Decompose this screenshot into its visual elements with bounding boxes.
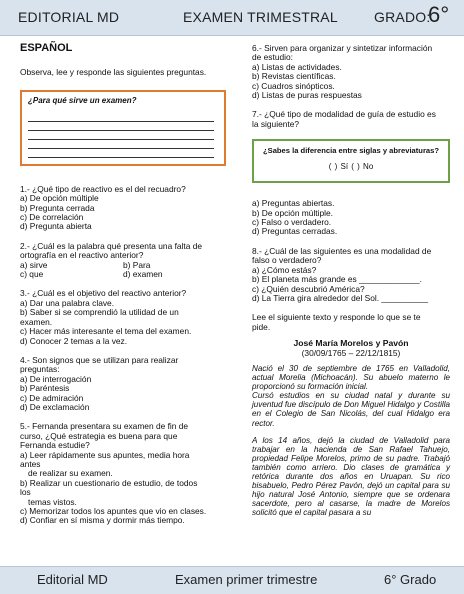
question-1 bbox=[20, 185, 226, 232]
q3-option-b-cont: examen. bbox=[20, 316, 53, 327]
q3-option-b[interactable]: b) Saber si se comprendió la utilidad de un bbox=[20, 307, 179, 318]
q1-stem: 1.- ¿Qué tipo de reactivo es el del recuadro? bbox=[20, 183, 186, 194]
footer-grade: 6° Grado bbox=[384, 572, 437, 587]
q2-option-b[interactable]: b) Para bbox=[123, 259, 151, 270]
q4-option-a[interactable]: a) De interrogación bbox=[20, 373, 92, 384]
q2-stem: ortografía en el reactivo anterior? bbox=[20, 250, 144, 261]
q5-option-a[interactable]: a) Leer rápidamente sus apuntes, media hora bbox=[20, 449, 190, 460]
q6-option-b[interactable]: b) Revistas científicas. bbox=[252, 71, 336, 82]
siglas-options[interactable]: ( ) Sí ( ) No bbox=[328, 161, 374, 171]
q6-stem: de estudio: bbox=[252, 52, 293, 63]
grade-label: GRADO: bbox=[374, 9, 431, 25]
answer-line[interactable] bbox=[28, 122, 214, 131]
q5-stem: curso, ¿Qué estrategia es buena para que bbox=[20, 430, 178, 441]
q5-option-b[interactable]: b) Realizar un cuestionario de estudio, de todos bbox=[20, 477, 198, 488]
question-7 bbox=[252, 110, 450, 236]
q4-option-b[interactable]: b) Paréntesis bbox=[20, 383, 70, 394]
q7-option-b[interactable]: b) De opción múltiple. bbox=[252, 207, 333, 218]
right-column bbox=[252, 43, 450, 518]
publisher-title: EDITORIAL MD bbox=[18, 9, 120, 25]
bio-dates: (30/09/1765 – 22/12/1815) bbox=[301, 347, 401, 358]
box-question: ¿Para qué sirve un examen? bbox=[28, 95, 137, 105]
left-column bbox=[20, 44, 226, 526]
q1-option-c[interactable]: c) De correlación bbox=[20, 212, 84, 223]
q2-stem: 2.- ¿Cuál es la palabra qué presenta una falta de bbox=[20, 240, 203, 251]
answer-line[interactable] bbox=[28, 149, 214, 158]
exam-title: EXAMEN TRIMESTRAL bbox=[183, 9, 338, 25]
q5-option-c[interactable]: c) Memorizar todos los apuntes que vio en clases. bbox=[20, 506, 207, 516]
q8-option-a[interactable]: a) ¿Cómo estás? bbox=[252, 264, 317, 275]
q5-option-b-cont: los bbox=[20, 487, 31, 498]
q6-option-d[interactable]: d) Listas de puras respuestas bbox=[252, 90, 362, 101]
q5-option-a-cont: antes bbox=[20, 458, 41, 469]
question-4 bbox=[20, 356, 226, 412]
q8-option-c[interactable]: c) ¿Quién descubrió América? bbox=[252, 283, 365, 294]
q8-stem: 8.- ¿Cuál de las siguientes es una modalidad de bbox=[252, 245, 432, 256]
q4-stem: 4.- Son signos que se utilizan para realizar bbox=[20, 354, 179, 365]
answer-line[interactable] bbox=[28, 131, 214, 140]
q1-option-b[interactable]: b) Pregunta cerrada bbox=[20, 202, 95, 213]
bio-title: José María Morelos y Pavón bbox=[293, 338, 409, 349]
grade-number: 6° bbox=[428, 2, 450, 27]
q5-option-b-cont: temas vistos. bbox=[28, 496, 77, 507]
q1-option-a[interactable]: a) De opción múltiple bbox=[20, 193, 99, 204]
siglas-question: ¿Sabes la diferencia entre siglas y abreviaturas? bbox=[262, 146, 439, 156]
q4-stem: preguntas: bbox=[20, 364, 60, 375]
question-8 bbox=[252, 247, 450, 303]
q5-stem: 5.- Fernanda presentara su examen de fin de bbox=[20, 421, 189, 432]
q2-option-d[interactable]: d) examen bbox=[123, 269, 163, 280]
question-3 bbox=[20, 289, 226, 345]
q6-option-c[interactable]: c) Cuadros sinópticos. bbox=[252, 80, 335, 91]
bio-paragraph-1: Nació el 30 de septiembre de 1765 en Valladolid, actual Morelia (Michoacán). Su abuelo materno le proporcionó su formación inicial. bbox=[252, 363, 450, 392]
q4-option-d[interactable]: d) De exclamación bbox=[20, 401, 90, 412]
q6-stem: 6.- Sirven para organizar y sintetizar información bbox=[252, 43, 433, 53]
question-6 bbox=[252, 44, 450, 100]
q3-option-c[interactable]: c) Hacer más interesante el tema del examen. bbox=[20, 326, 192, 337]
subject-title: ESPAÑOL bbox=[20, 42, 73, 54]
bio-paragraph-2: Cursó estudios en su ciudad natal y durante su juventud fue discípulo de Don Miguel Hidalgo y Costilla en el Colegio de San Nicolás, del cual Hidalgo era rector. bbox=[252, 391, 450, 428]
q7-stem: 7.- ¿Qué tipo de modalidad de guía de estudio es bbox=[252, 109, 436, 120]
q2-option-a[interactable]: a) sirve bbox=[20, 259, 48, 270]
footer-exam: Examen primer trimestre bbox=[175, 572, 318, 587]
answer-line[interactable] bbox=[28, 113, 214, 122]
footer-bar bbox=[0, 566, 464, 594]
q3-option-d[interactable]: d) Conocer 2 temas a la vez. bbox=[20, 335, 128, 346]
q8-option-b[interactable]: b) El planeta más grande es _____________. bbox=[252, 274, 422, 285]
header-bar bbox=[0, 0, 464, 36]
q7-option-d[interactable]: d) Preguntas cerradas. bbox=[252, 226, 338, 237]
question-5 bbox=[20, 422, 226, 525]
q7-option-a[interactable]: a) Preguntas abiertas. bbox=[252, 198, 335, 209]
q5-option-d[interactable]: d) Confiar en sí misma y dormir más tiempo. bbox=[20, 515, 185, 526]
bio-paragraph-3: A los 14 años, dejó la ciudad de Valladolid para trabajar en la hacienda de San Rafael Tahuejo, propiedad Felipe Morelos, primo de su padre. Trabajó también como arriero. Dio clases de gramática y retórica durante dos años en Uruapan. Su rico bisabuelo, Pedro Pérez Pavón, dejó un capital para su hijo natural José Antonio, siempre que se ordenara sacerdote, pero al casarse, la madre de Morelos solicitó que el capital pasara a su bbox=[252, 435, 450, 518]
q5-stem: Fernanda estudie? bbox=[20, 440, 90, 451]
instruction-text: Observa, lee y responde las siguientes preguntas. bbox=[20, 67, 207, 78]
q5-option-a-cont: de realizar su examen. bbox=[28, 468, 113, 479]
q4-option-c[interactable]: c) De admiración bbox=[20, 392, 84, 403]
q6-option-a[interactable]: a) Listas de actividades. bbox=[252, 61, 342, 72]
siglas-box bbox=[252, 139, 450, 183]
question-2 bbox=[20, 242, 226, 280]
open-question-box bbox=[20, 90, 226, 166]
q1-option-d[interactable]: d) Pregunta abierta bbox=[20, 221, 92, 232]
answer-line[interactable] bbox=[28, 140, 214, 149]
q2-option-c[interactable]: c) que bbox=[20, 269, 44, 280]
reading-instruction-line: Lee el siguiente texto y responde lo que se te bbox=[252, 312, 421, 323]
q3-option-a[interactable]: a) Dar una palabra clave. bbox=[20, 297, 115, 308]
footer-publisher: Editorial MD bbox=[37, 572, 108, 587]
q3-stem: 3.- ¿Cuál es el objetivo del reactivo anterior? bbox=[20, 288, 187, 299]
q8-stem: falso o verdadero? bbox=[252, 255, 322, 266]
q8-option-d[interactable]: d) La Tierra gira alrededor del Sol. __________ bbox=[252, 292, 428, 303]
q7-stem: la siguiente? bbox=[252, 118, 300, 129]
reading-instruction-line: pide. bbox=[252, 321, 271, 332]
q7-option-c[interactable]: c) Falso o verdadero. bbox=[252, 217, 332, 228]
reading-instruction bbox=[252, 313, 450, 332]
